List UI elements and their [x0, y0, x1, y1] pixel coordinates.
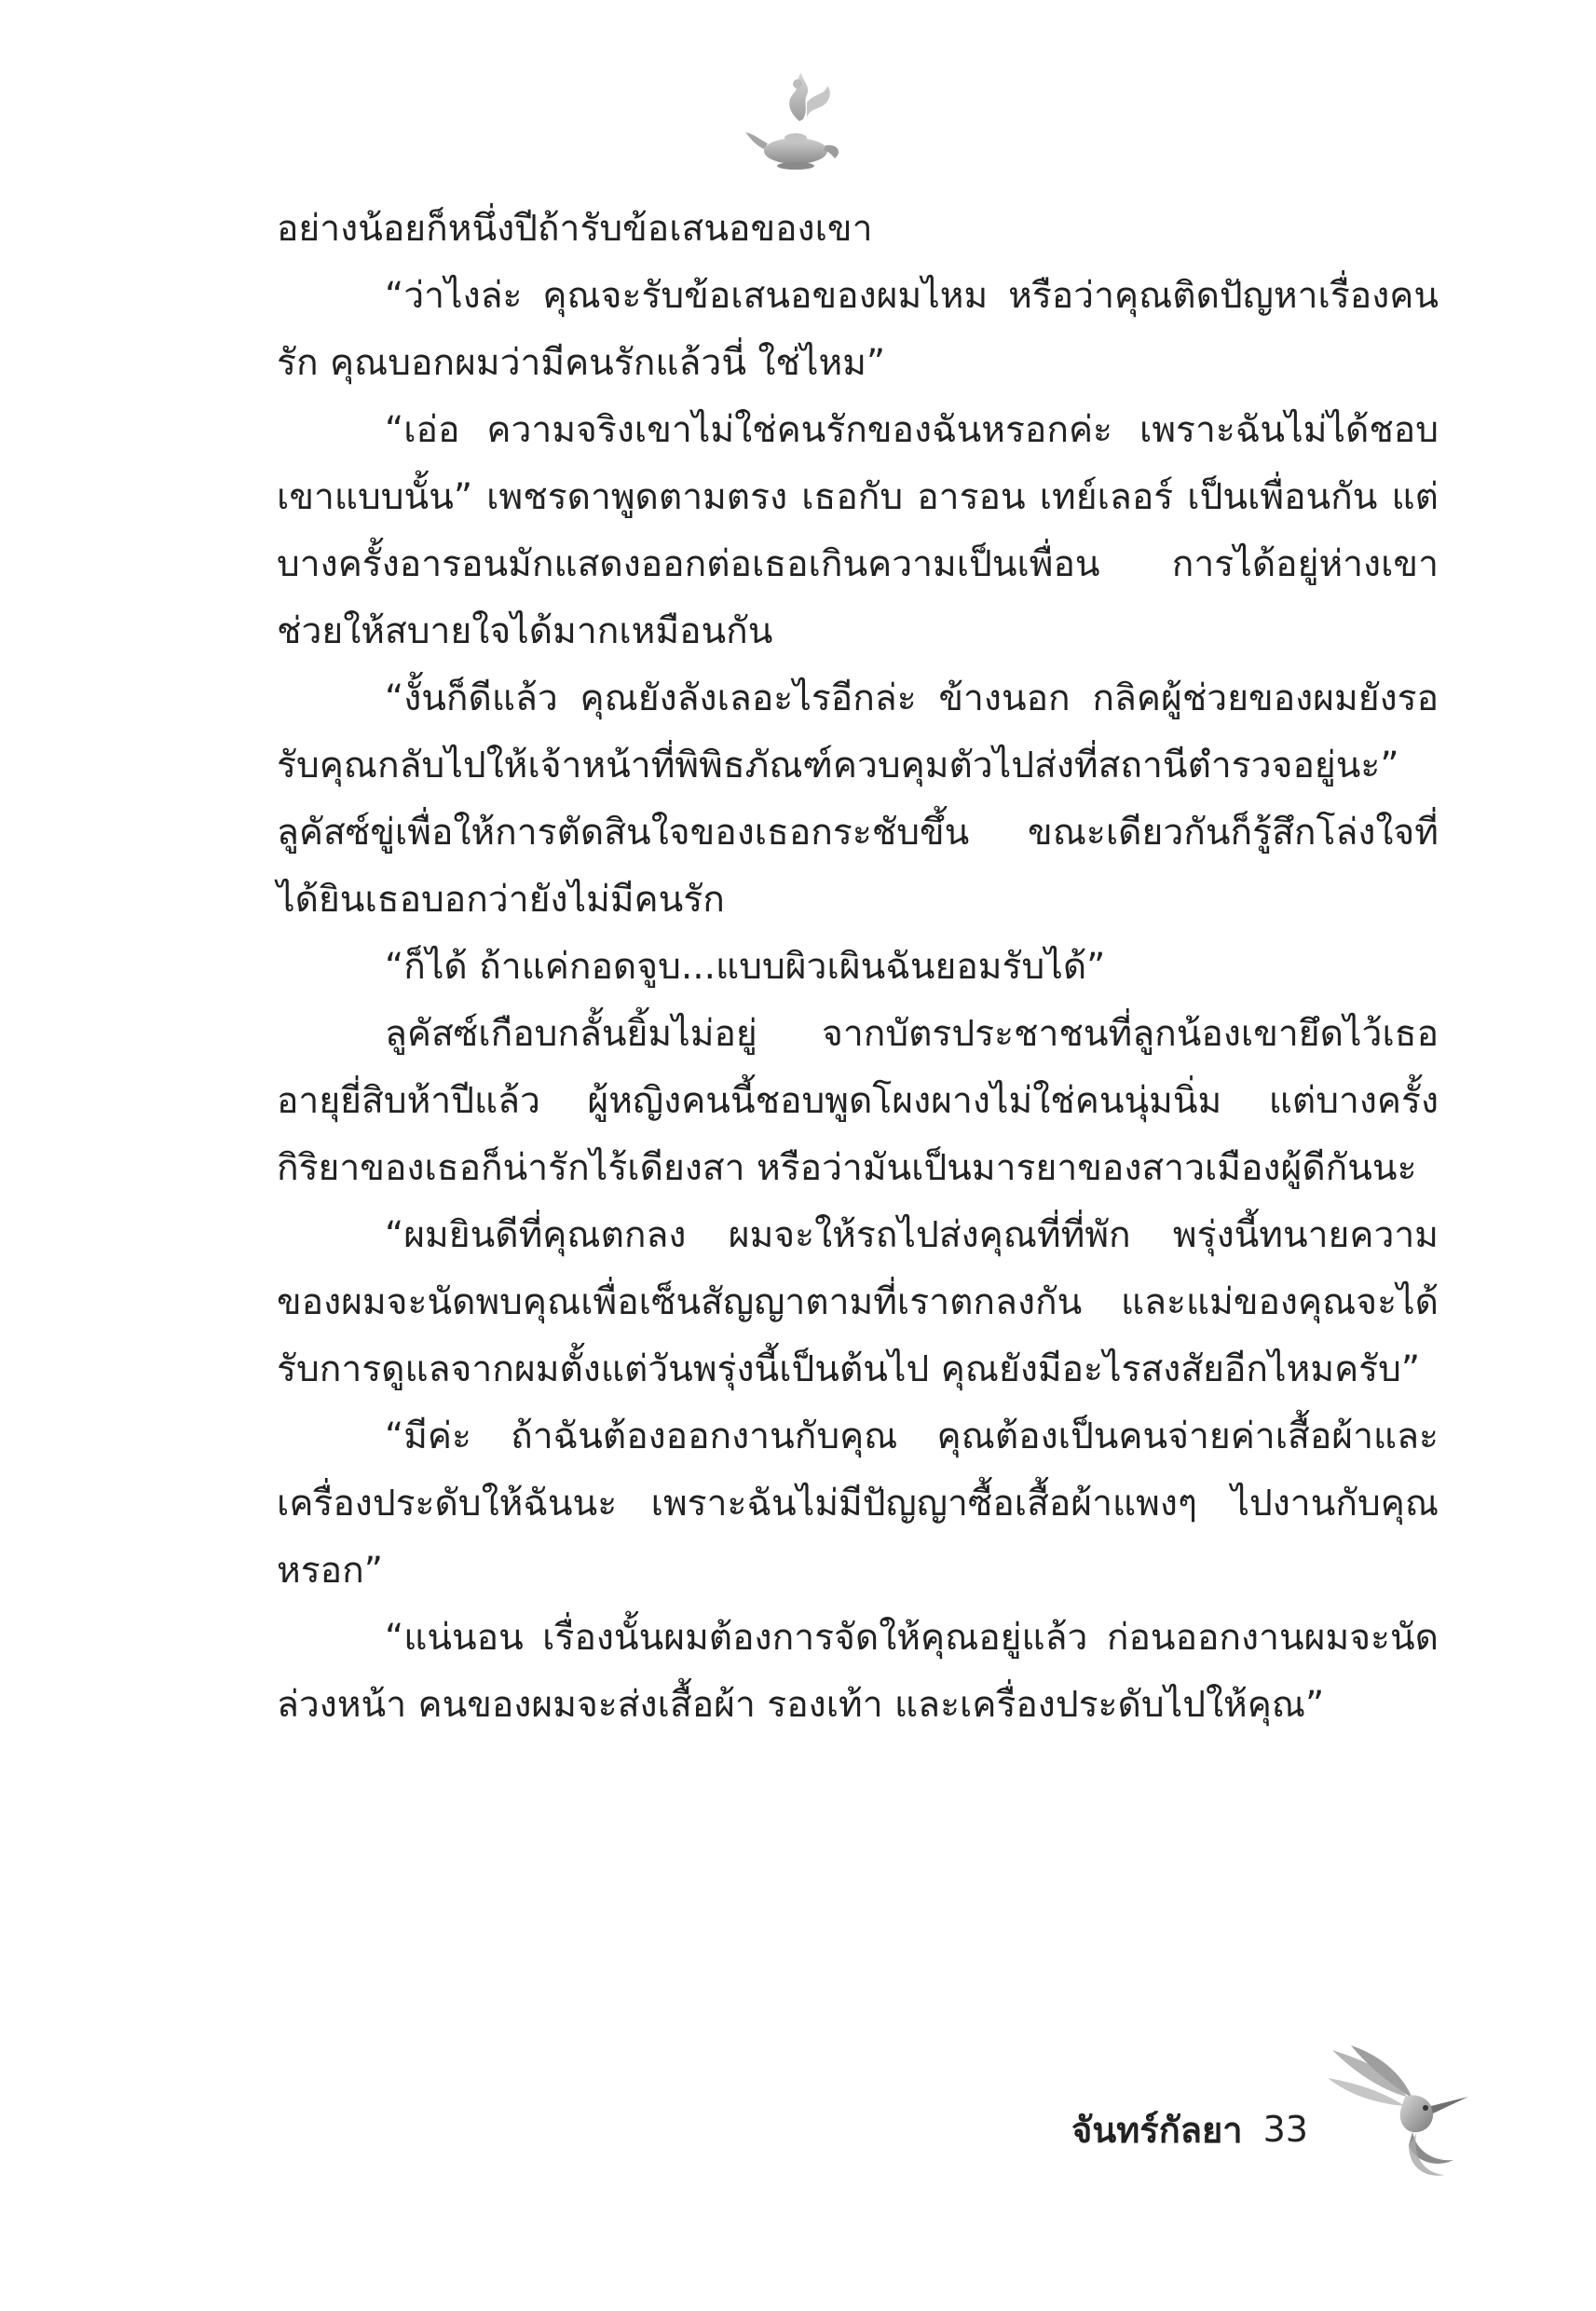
page-number: 33	[1262, 2109, 1308, 2150]
paragraph-5: “ก็ได้ ถ้าแค่กอดจูบ...แบบผิวเผินฉันยอมรับได้”	[385, 946, 1106, 988]
paragraph-6: ลูคัสซ์เกือบกลั้นยิ้มไม่อยู่ จากบัตรประชาชนที่ลูกน้องเขายึดไว้เธออายุยี่สิบห้าปีแล้ว ผู้หญิงคนนี้ชอบพูดโผงผางไม่ใช่คนนุ่มนิ่ม แต่บางครั้งกิริยาของเธอก็น่ารักไร้เดียงสา หรือว่ามันเป็นมารยาของสาวเมืองผู้ดีกันนะ	[277, 1013, 1439, 1189]
paragraph-2: “ว่าไงล่ะ คุณจะรับข้อเสนอของผมไหม หรือว่าคุณติดปัญหาเรื่องคนรัก คุณบอกผมว่ามีคนรักแล้วนี่ ใช่ไหม”	[277, 275, 1439, 384]
paragraph-7: “ผมยินดีที่คุณตกลง ผมจะให้รถไปส่งคุณที่ที่พัก พรุ่งนี้ทนายความของผมจะนัดพบคุณเพื่อเซ็นสัญญาตามที่เราตกลงกัน และแม่ของคุณจะได้รับการดูแลจากผมตั้งแต่วันพรุ่งนี้เป็นต้นไป คุณยังมีอะไรสงสัยอีกไหมครับ”	[277, 1214, 1439, 1390]
hummingbird-icon	[1323, 2041, 1472, 2181]
page-footer	[1071, 2101, 1308, 2157]
paragraph-8: “มีค่ะ ถ้าฉันต้องออกงานกับคุณ คุณต้องเป็นคนจ่ายค่าเสื้อผ้าและเครื่องประดับให้ฉันนะ เพราะฉันไม่มีปัญญาซื้อเสื้อผ้าแพงๆ ไปงานกับคุณหรอก”	[277, 1415, 1439, 1592]
genie-lamp-icon	[742, 65, 853, 177]
footer-author: จันทร์กัลยา	[1071, 2109, 1243, 2151]
body-text	[277, 196, 1439, 1739]
paragraph-4: “งั้นก็ดีแล้ว คุณยังลังเลอะไรอีกล่ะ ข้างนอก กลิคผู้ช่วยของผมยังรอรับคุณกลับไปให้เจ้าหน้าที่พิพิธภัณฑ์ควบคุมตัวไปส่งที่สถานีตำรวจอยู่นะ” ลูคัสซ์ขู่เพื่อให้การตัดสินใจของเธอกระชับขึ้น ขณะเดียวกันก็รู้สึกโล่งใจที่ได้ยินเธอบอกว่ายังไม่มีคนรัก	[277, 677, 1439, 921]
paragraph-1: อย่างน้อยก็หนึ่งปีถ้ารับข้อเสนอของเขา	[277, 208, 873, 250]
paragraph-3: “เอ่อ ความจริงเขาไม่ใช่คนรักของฉันหรอกค่ะ เพราะฉันไม่ได้ชอบเขาแบบนั้น” เพชรดาพูดตามตรง เธอกับ อารอน เทย์เลอร์ เป็นเพื่อนกัน แต่บางครั้งอารอนมักแสดงออกต่อเธอเกินความเป็นเพื่อน การได้อยู่ห่างเขาช่วยให้สบายใจได้มากเหมือนกัน	[277, 409, 1439, 652]
paragraph-9: “แน่นอน เรื่องนั้นผมต้องการจัดให้คุณอยู่แล้ว ก่อนออกงานผมจะนัดล่วงหน้า คนของผมจะส่งเสื้อผ้า รองเท้า และเครื่องประดับไปให้คุณ”	[277, 1617, 1439, 1726]
